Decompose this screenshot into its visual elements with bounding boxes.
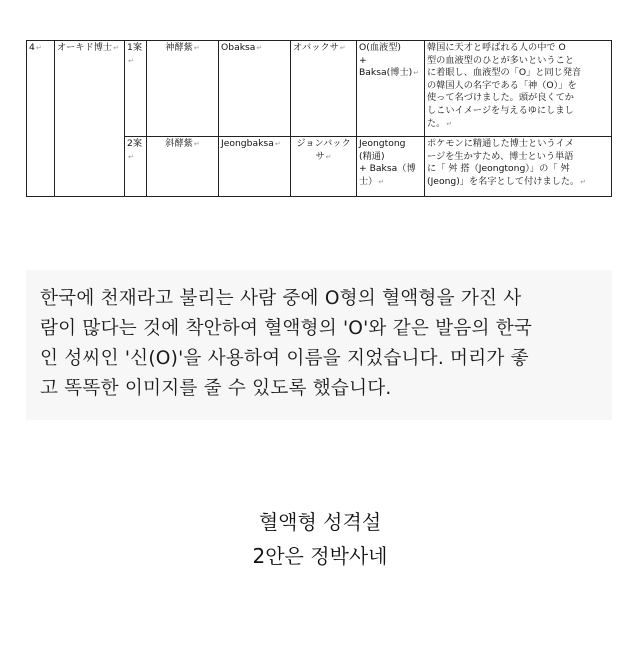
composition-cell [357,137,425,197]
description-line: に「 舛 搭（Jeongtong）」の「 舛 [427,163,570,175]
korean-text-line: 고 똑똑한 이미지를 줄 수 있도록 했습니다. [40,378,392,399]
plan-label: 1案 [127,42,143,53]
kanji-cell: 神酵紫↵ [147,41,219,137]
description-line: た。↵ [427,117,453,129]
description-line: 韓国に天才と呼ばれる人の中で O [427,42,566,53]
caption-line-2: 2안은 정박사네 [252,544,388,568]
composition-line: (精通) [359,150,385,162]
character-name-cell: オーキド博士↵ [55,41,125,197]
description-cell [425,137,612,197]
plan-cell: 1案↵ [125,41,147,137]
romanized-name: Jeongbaksa [221,138,274,149]
korean-translation-text [40,284,602,404]
romanized-name: Obaksa [221,42,256,53]
katakana-cell: オバックサ↵ [291,41,357,137]
romanized-cell: Jeongbaksa↵ [219,137,291,197]
character-name: オーキド博士 [57,42,113,53]
romanized-cell: Obaksa↵ [219,41,291,137]
plan-cell: 2案↵ [125,137,147,197]
katakana-name: オバックサ [293,42,339,53]
korean-text-line: 인 성씨인 '신(O)'을 사용하여 이름을 지었습니다. 머리가 좋 [40,348,529,369]
korean-text-line: 람이 많다는 것에 착안하여 혈액형의 'O'와 같은 발음의 한국 [40,318,533,339]
description-line: ージを生かすため、博士という単語 [427,150,574,162]
composition-line: Baksa(博士)↵ [359,67,420,79]
description-cell [425,41,612,137]
katakana-cell [291,137,357,197]
composition-line: 士）↵ [359,175,385,187]
description-line: 型の血液型のひとが多いということ [427,54,574,66]
kanji-name: 斜酵紫 [165,138,193,149]
plan-label: 2案 [127,138,143,149]
description-line: (Jeong)」を名字として付けました。↵ [427,175,587,187]
description-line: しこいイメージを与えるゆにしまし [427,104,574,116]
katakana-line: サ↵ [315,150,332,162]
katakana-line: ジョンバック [296,138,351,149]
korean-text-line: 한국에 천재라고 불리는 사람 중에 O형의 혈액형을 가진 사 [40,288,522,309]
composition-cell [357,41,425,137]
composition-line: + Baksa（博 [359,163,416,175]
caption-line-1: 혈액형 성격설 [258,510,382,534]
name-proposal-table [26,40,612,197]
description-line: の韓国人の名字である「神（O）」を [427,79,577,91]
korean-translation-box [26,270,612,420]
footer-caption [0,505,640,573]
kanji-cell: 斜酵紫↵ [147,137,219,197]
description-line: 使って名づけました。頭が良くてか [427,92,574,104]
table-row [27,41,612,137]
composition-line: O(血液型) [359,42,401,53]
composition-line: Jeongtong [359,138,406,149]
description-line: ポケモンに精通した博士というイメ [427,138,574,149]
row-number-cell: 4↵ [27,41,55,197]
row-number: 4 [29,42,35,53]
kanji-name: 神酵紫 [165,42,193,53]
description-line: に着眼し、血液型の「O」と同じ発音 [427,67,582,79]
composition-line: + [359,54,367,66]
